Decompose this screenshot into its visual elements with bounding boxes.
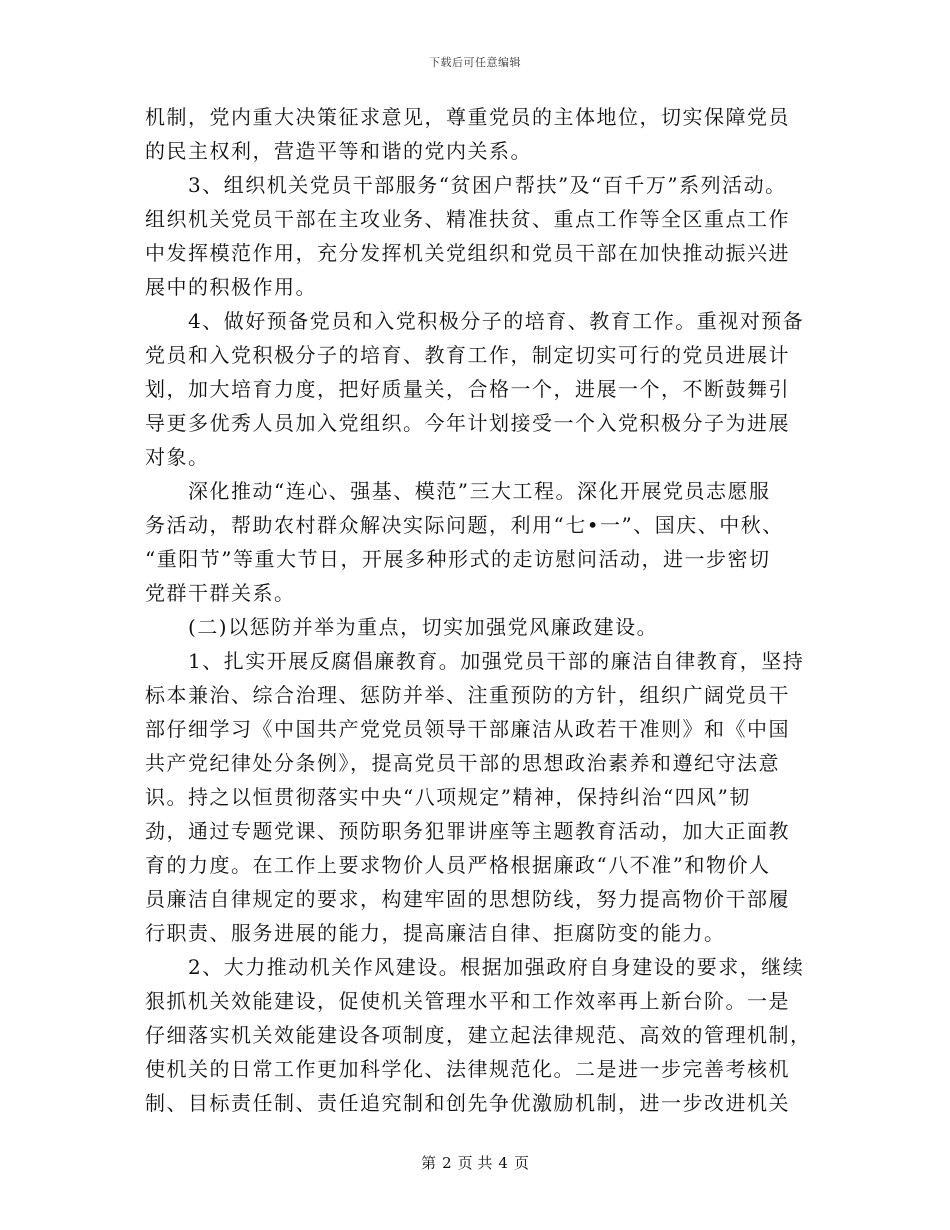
total-pages: 4 <box>498 1154 508 1172</box>
text-line: 标本兼治、综合治理、惩防并举、注重预防的方针，组织广阔党员干 <box>145 683 790 707</box>
text-line: 机制，党内重大决策征求意见，尊重党员的主体地位，切实保障党员 <box>145 105 790 129</box>
text-line: 展中的积极作用。 <box>145 275 317 299</box>
text-line: 劲，通过专题党课、预防职务犯罪讲座等主题教育活动，加大正面教 <box>145 819 790 843</box>
text-line: 2、大力推动机关作风建设。根据加强政府自身建设的要求，继续 <box>145 955 805 979</box>
text-line: 组织机关党员干部在主攻业务、精准扶贫、重点工作等全区重点工作 <box>145 207 790 231</box>
footer-prefix: 第 <box>421 1154 437 1172</box>
text-line: 导更多优秀人员加入党组织。今年计划接受一个入党积极分子为进展 <box>145 411 790 435</box>
text-line: 使机关的日常工作更加科学化、法律规范化。二是进一步完善考核机 <box>145 1057 790 1081</box>
text-line: 狠抓机关效能建设，促使机关管理水平和工作效率再上新台阶。一是 <box>145 989 790 1013</box>
document-body <box>145 100 812 1120</box>
page-number: 2 <box>442 1154 452 1172</box>
text-line: “重阳节”等重大节日，开展多种形式的走访慰问活动，进一步密切 <box>145 547 771 571</box>
footer-suffix: 页 <box>513 1154 529 1172</box>
text-line: 务活动，帮助农村群众解决实际问题，利用“七•一”、国庆、中秋、 <box>145 513 784 537</box>
text-line: 部仔细学习《中国共产党党员领导干部廉洁从政若干准则》和《中国 <box>145 717 790 741</box>
page-footer <box>0 1152 950 1173</box>
text-line: 对象。 <box>145 445 210 469</box>
text-line: 深化推动“连心、强基、模范”三大工程。深化开展党员志愿服 <box>145 479 771 503</box>
text-line: 制、目标责任制、责任追究制和创先争优激励机制，进一步改进机关 <box>145 1091 790 1115</box>
text-line: 党群干群关系。 <box>145 581 296 605</box>
text-line: 识。持之以恒贯彻落实中央“八项规定”精神，保持纠治“四风”韧 <box>145 785 751 809</box>
text-line: 3、组织机关党员干部服务“贫困户帮扶”及“百千万”系列活动。 <box>145 173 787 197</box>
text-line: (二)以惩防并举为重点，切实加强党风廉政建设。 <box>145 615 659 639</box>
text-line: 育的力度。在工作上要求物价人员严格根据廉政“八不准”和物价人 <box>145 853 771 877</box>
footer-middle: 页 共 <box>457 1154 493 1172</box>
text-line: 的民主权利，营造平等和谐的党内关系。 <box>145 139 532 163</box>
text-line: 行职责、服务进展的能力，提高廉洁自律、拒腐防变的能力。 <box>145 921 726 945</box>
page-header: 下载后可任意编辑 <box>429 56 521 69</box>
text-line: 4、做好预备党员和入党积极分子的培育、教育工作。重视对预备 <box>145 309 805 333</box>
text-line: 仔细落实机关效能建设各项制度，建立起法律规范、高效的管理机制， <box>145 1023 812 1047</box>
text-line: 党员和入党积极分子的培育、教育工作，制定切实可行的党员进展计 <box>145 343 790 367</box>
text-line: 1、扎实开展反腐倡廉教育。加强党员干部的廉洁自律教育，坚持 <box>145 649 805 673</box>
text-line: 划，加大培育力度，把好质量关，合格一个，进展一个，不断鼓舞引 <box>145 377 790 401</box>
text-line: 中发挥模范作用，充分发挥机关党组织和党员干部在加快推动振兴进 <box>145 241 790 265</box>
text-line: 员廉洁自律规定的要求，构建牢固的思想防线，努力提高物价干部履 <box>145 887 790 911</box>
text-line: 共产党纪律处分条例》，提高党员干部的思想政治素养和遵纪守法意 <box>145 751 780 775</box>
